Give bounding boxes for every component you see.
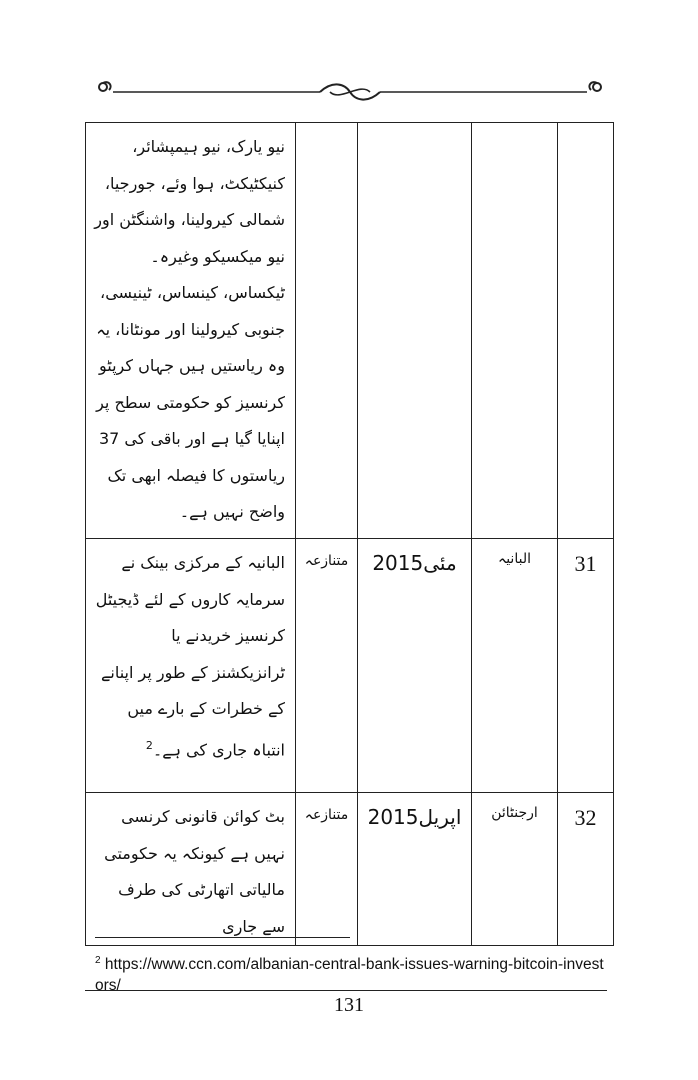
status-cell (296, 123, 358, 539)
table-row (86, 539, 614, 793)
description-cell: نیو یارک، نیو ہیمپشائر، کنیکٹیکٹ، ہوا وئے، جورجیا، شمالی کیرولینا، واشنگٹن اور نیو میکسیکو وغیرہ۔ ٹیکساس، کینساس، ٹینیسی، جنوبی کیرولینا اور مونٹانا، یہ وہ ریاستیں ہیں جہاں کرپٹو کرنسیز کو حکومتی سطح پر اپنایا گیا ہے اور باقی کی 37 ریاستوں کا فیصلہ ابھی تک واضح نہیں ہے۔ (86, 123, 296, 539)
countries-table (85, 122, 614, 946)
description-cell: بٹ کوائن قانونی کرنسی نہیں ہے کیونکہ یہ حکومتی مالیاتی اتھارٹی کی طرف سے جاری (86, 793, 296, 946)
date-cell: مئی2015 (358, 539, 472, 793)
footnote-link[interactable]: https://www.ccn.com/albanian-central-bank-issues-warning-bitcoin-investors/ (95, 956, 604, 995)
header-ornament (95, 72, 605, 106)
footnote-separator (95, 937, 350, 938)
date-cell (358, 123, 472, 539)
footnote-ref: 2 (145, 738, 153, 752)
table-row (86, 793, 614, 946)
status-cell: متنازعہ (296, 793, 358, 946)
page-number: 131 (334, 994, 364, 1016)
date-cell: اپریل2015 (358, 793, 472, 946)
page-bottom-rule (85, 990, 607, 991)
country-cell: البانیہ (472, 539, 558, 793)
number-cell (558, 123, 614, 539)
table-row (86, 123, 614, 539)
number-cell: 31 (558, 539, 614, 793)
description-text: البانیہ کے مرکزی بینک نے سرمایہ کاروں کے لئے ڈیجیٹل کرنسیز خریدنے یا ٹرانزیکشنز کے طور پر اپنانے کے خطرات کے بارے میں انتباہ جاری کی ہے۔ (95, 553, 285, 759)
description-cell (86, 539, 296, 793)
country-cell: ارجنٹائن (472, 793, 558, 946)
footnote-marker: 2 (95, 955, 101, 966)
status-cell: متنازعہ (296, 539, 358, 793)
number-cell: 32 (558, 793, 614, 946)
country-cell (472, 123, 558, 539)
